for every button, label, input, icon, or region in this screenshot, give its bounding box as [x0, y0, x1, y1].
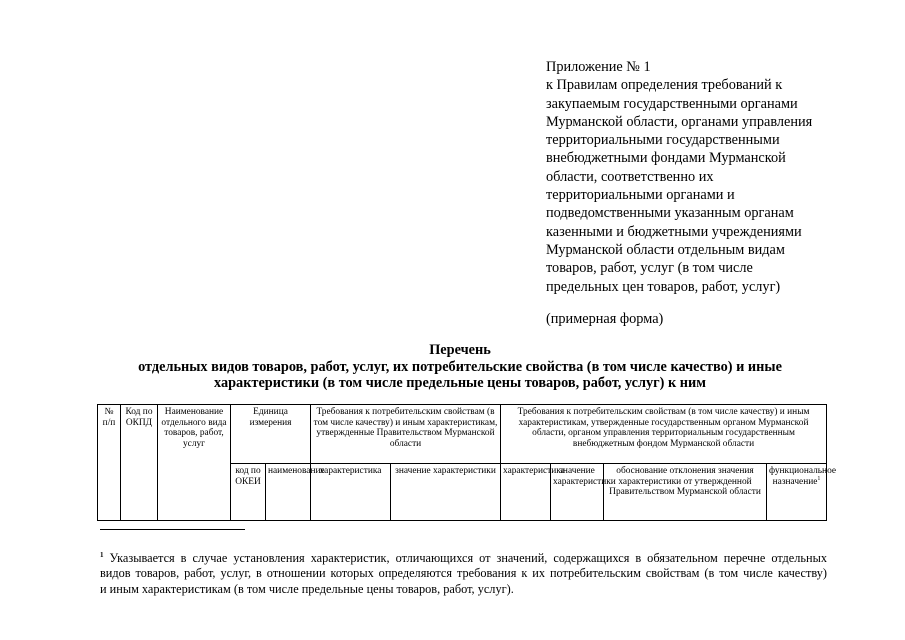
subheader-org-purpose — [767, 464, 837, 521]
header-gov-requirements: Требования к потребительским свойствам (в том числе качеству) и иным характеристикам, утвержденные Правительством Мурманской области — [311, 405, 501, 464]
appendix-line: Мурманской области отдельным видам — [546, 241, 785, 258]
form-note: (примерная форма) — [546, 310, 664, 327]
subheader-gov-characteristic: характеристика — [311, 464, 391, 521]
appendix-line: внебюджетными фондами Мурманской — [546, 150, 786, 167]
footnote-line-1 — [100, 551, 827, 566]
subheader-org-justification: обоснование отклонения значения характеристики от утвержденной Правительством Мурманской области — [604, 464, 767, 521]
appendix-line: Приложение № 1 — [546, 59, 651, 75]
appendix-line: к Правилам определения требований к — [546, 77, 783, 94]
footnote-mark: 1 — [817, 475, 821, 482]
appendix-line: территориальными государственными — [546, 132, 780, 149]
subheader-org-value: значение характеристики — [551, 464, 604, 521]
purpose-label: функциональное назначение — [769, 466, 837, 487]
appendix-line: области, соответственно их — [546, 168, 714, 185]
header-okpd: Код по ОКПД — [121, 405, 158, 521]
subheader-org-characteristic: характеристика — [501, 464, 551, 521]
document-title — [100, 342, 820, 392]
footnote-text-1: Указывается в случае установления характеристик, отличающихся от значений, содержащихся в обязательном перечне отдельных — [109, 551, 827, 565]
subheader-okei-code: код по ОКЕИ — [231, 464, 266, 521]
appendix-line: предельных цен товаров, работ, услуг) — [546, 278, 781, 295]
appendix-line: казенными и бюджетными учреждениями — [546, 223, 802, 240]
appendix-line: Мурманской области, органами управления — [546, 113, 813, 130]
footnote — [100, 551, 827, 597]
subheader-unit-name: наименование — [266, 464, 311, 521]
title-line-2: отдельных видов товаров, работ, услуг, их потребительские свойства (в том числе качество) и иные — [138, 358, 782, 375]
appendix-block — [546, 58, 846, 328]
header-item-name: Наименование отдельного вида товаров, работ, услуг — [158, 405, 231, 521]
requirements-table — [97, 404, 837, 521]
footnote-separator — [100, 529, 245, 530]
subheader-gov-value: значение характеристики — [391, 464, 501, 521]
appendix-line: территориальными органами и — [546, 187, 735, 204]
footnote-number: 1 — [100, 550, 104, 559]
appendix-line: подведомственными указанным органам — [546, 205, 794, 222]
appendix-line: товаров, работ, услуг (в том числе — [546, 260, 753, 277]
header-unit: Единица измерения — [231, 405, 311, 464]
title-line-3: характеристики (в том числе предельные цены товаров, работ, услуг) к ним — [213, 375, 706, 391]
table-header-row — [98, 405, 827, 464]
header-number: № п/п — [98, 405, 121, 521]
footnote-line-3: и иным характеристикам (в том числе предельные цены товаров, работ, услуг). — [100, 581, 514, 596]
title-line-1: Перечень — [429, 342, 491, 358]
header-org-requirements: Требования к потребительским свойствам (в том числе качеству) и иным характеристикам, утвержденные государственным органом Мурманской области, органом управления территориальным государственным внебюджетным фондом Мурманской области — [501, 405, 827, 464]
appendix-line: закупаемым государственными органами — [546, 95, 798, 112]
footnote-line-2: видов товаров, работ, услуг, в отношении которых определяются требования к их потребительским свойствам (в том числе качеству) — [100, 566, 827, 581]
